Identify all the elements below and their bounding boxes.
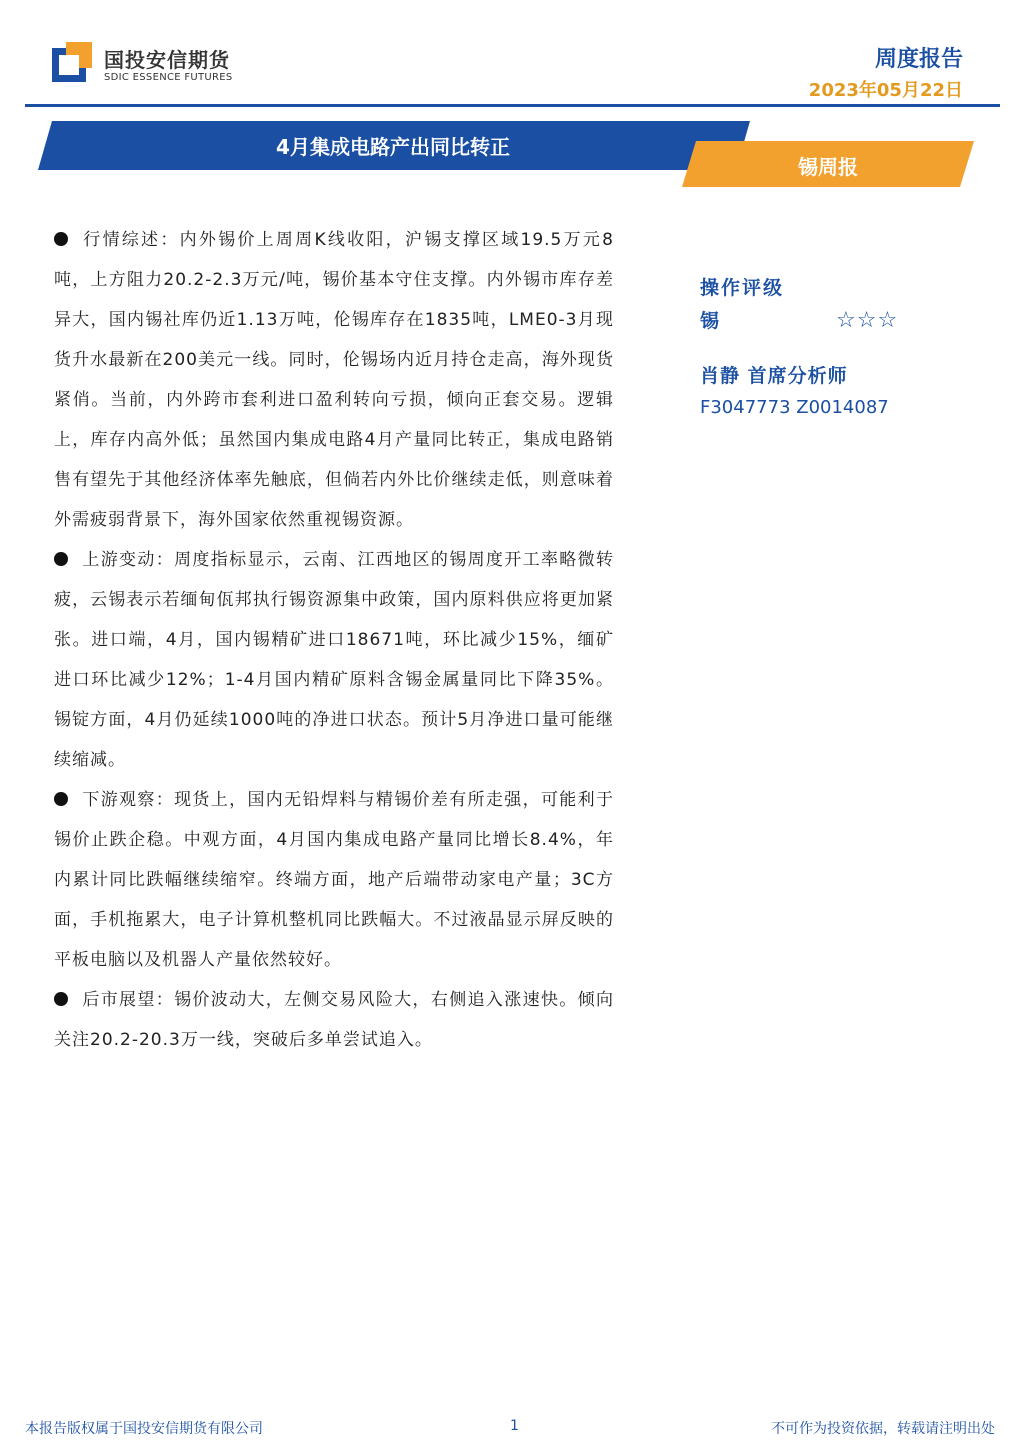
header-divider: [25, 104, 1000, 107]
company-logo: [52, 42, 252, 88]
rating-stars-icon: ☆☆☆: [836, 308, 899, 333]
report-date: 2023年05月22日: [808, 80, 963, 101]
logo-name-cn: 国投安信期货: [104, 48, 230, 72]
paragraph-text: 下游观察：现货上，国内无铅焊料与精锡价差有所走强，可能利于锡价止跌企稳。中观方面，4月国内集成电路产量同比增长8.4%，年内累计同比跌幅继续缩窄。终端方面，地产后端带动家电产量；3C方面，手机拖累大，电子计算机整机同比跌幅大。不过液晶显示屏反映的平板电脑以及机器人产量依然较好。: [54, 790, 614, 970]
paragraph-text: 上游变动：周度指标显示，云南、江西地区的锡周度开工率略微转疲，云锡表示若缅甸佤邦执行锡资源集中政策，国内原料供应将更加紧张。进口端，4月，国内锡精矿进口18671吨，环比减少15%，缅矿进口环比减少12%；1-4月国内精矿原料含锡金属量同比下降35%。锡锭方面，4月仍延续1000吨的净进口状态。预计5月净进口量可能继续缩减。: [54, 550, 614, 770]
rating-row: [700, 304, 980, 338]
bullet-icon: [54, 552, 68, 566]
sidebar: [700, 272, 980, 424]
report-title: 4月集成电路产出同比转正: [276, 135, 510, 159]
rating-item: 锡: [700, 310, 720, 332]
report-type: 周度报告: [874, 47, 963, 72]
analyst-license: F3047773 Z0014087: [700, 397, 889, 418]
category-label: 锡周报: [798, 155, 858, 179]
page-number: 1: [510, 1418, 519, 1434]
paragraph-market-overview: [54, 220, 614, 540]
rating-title: 操作评级: [700, 277, 785, 299]
bullet-icon: [54, 992, 68, 1006]
paragraph-text: 后市展望：锡价波动大，左侧交易风险大，右侧追入涨速快。倾向关注20.2-20.3万一线，突破后多单尝试追入。: [54, 990, 614, 1050]
bullet-icon: [54, 792, 68, 806]
paragraph-upstream: [54, 540, 614, 780]
report-body: [54, 220, 614, 1060]
footer-disclaimer: 不可作为投资依据，转载请注明出处: [771, 1421, 995, 1437]
analyst-name: 肖静 首席分析师: [700, 365, 848, 387]
paragraph-outlook: [54, 980, 614, 1060]
bullet-icon: [54, 232, 68, 246]
logo-mark-icon: [52, 42, 92, 82]
footer-copyright: 本报告版权属于国投安信期货有限公司: [25, 1421, 263, 1437]
paragraph-text: 行情综述：内外锡价上周周K线收阳，沪锡支撑区域19.5万元8吨，上方阻力20.2-2.3万元/吨，锡价基本守住支撑。内外锡市库存差异大，国内锡社库仍近1.13万吨，伦锡库存在1835吨，LME0-3月现货升水最新在200美元一线。同时，伦锡场内近月持仓走高，海外现货紧俏。当前，内外跨市套利进口盈利转向亏损，倾向正套交易。逻辑上，库存内高外低；虽然国内集成电路4月产量同比转正，集成电路销售有望先于其他经济体率先触底，但倘若内外比价继续走低，则意味着外需疲弱背景下，海外国家依然重视锡资源。: [54, 230, 614, 530]
logo-name-en: SDIC ESSENCE FUTURES: [104, 72, 233, 83]
paragraph-downstream: [54, 780, 614, 980]
